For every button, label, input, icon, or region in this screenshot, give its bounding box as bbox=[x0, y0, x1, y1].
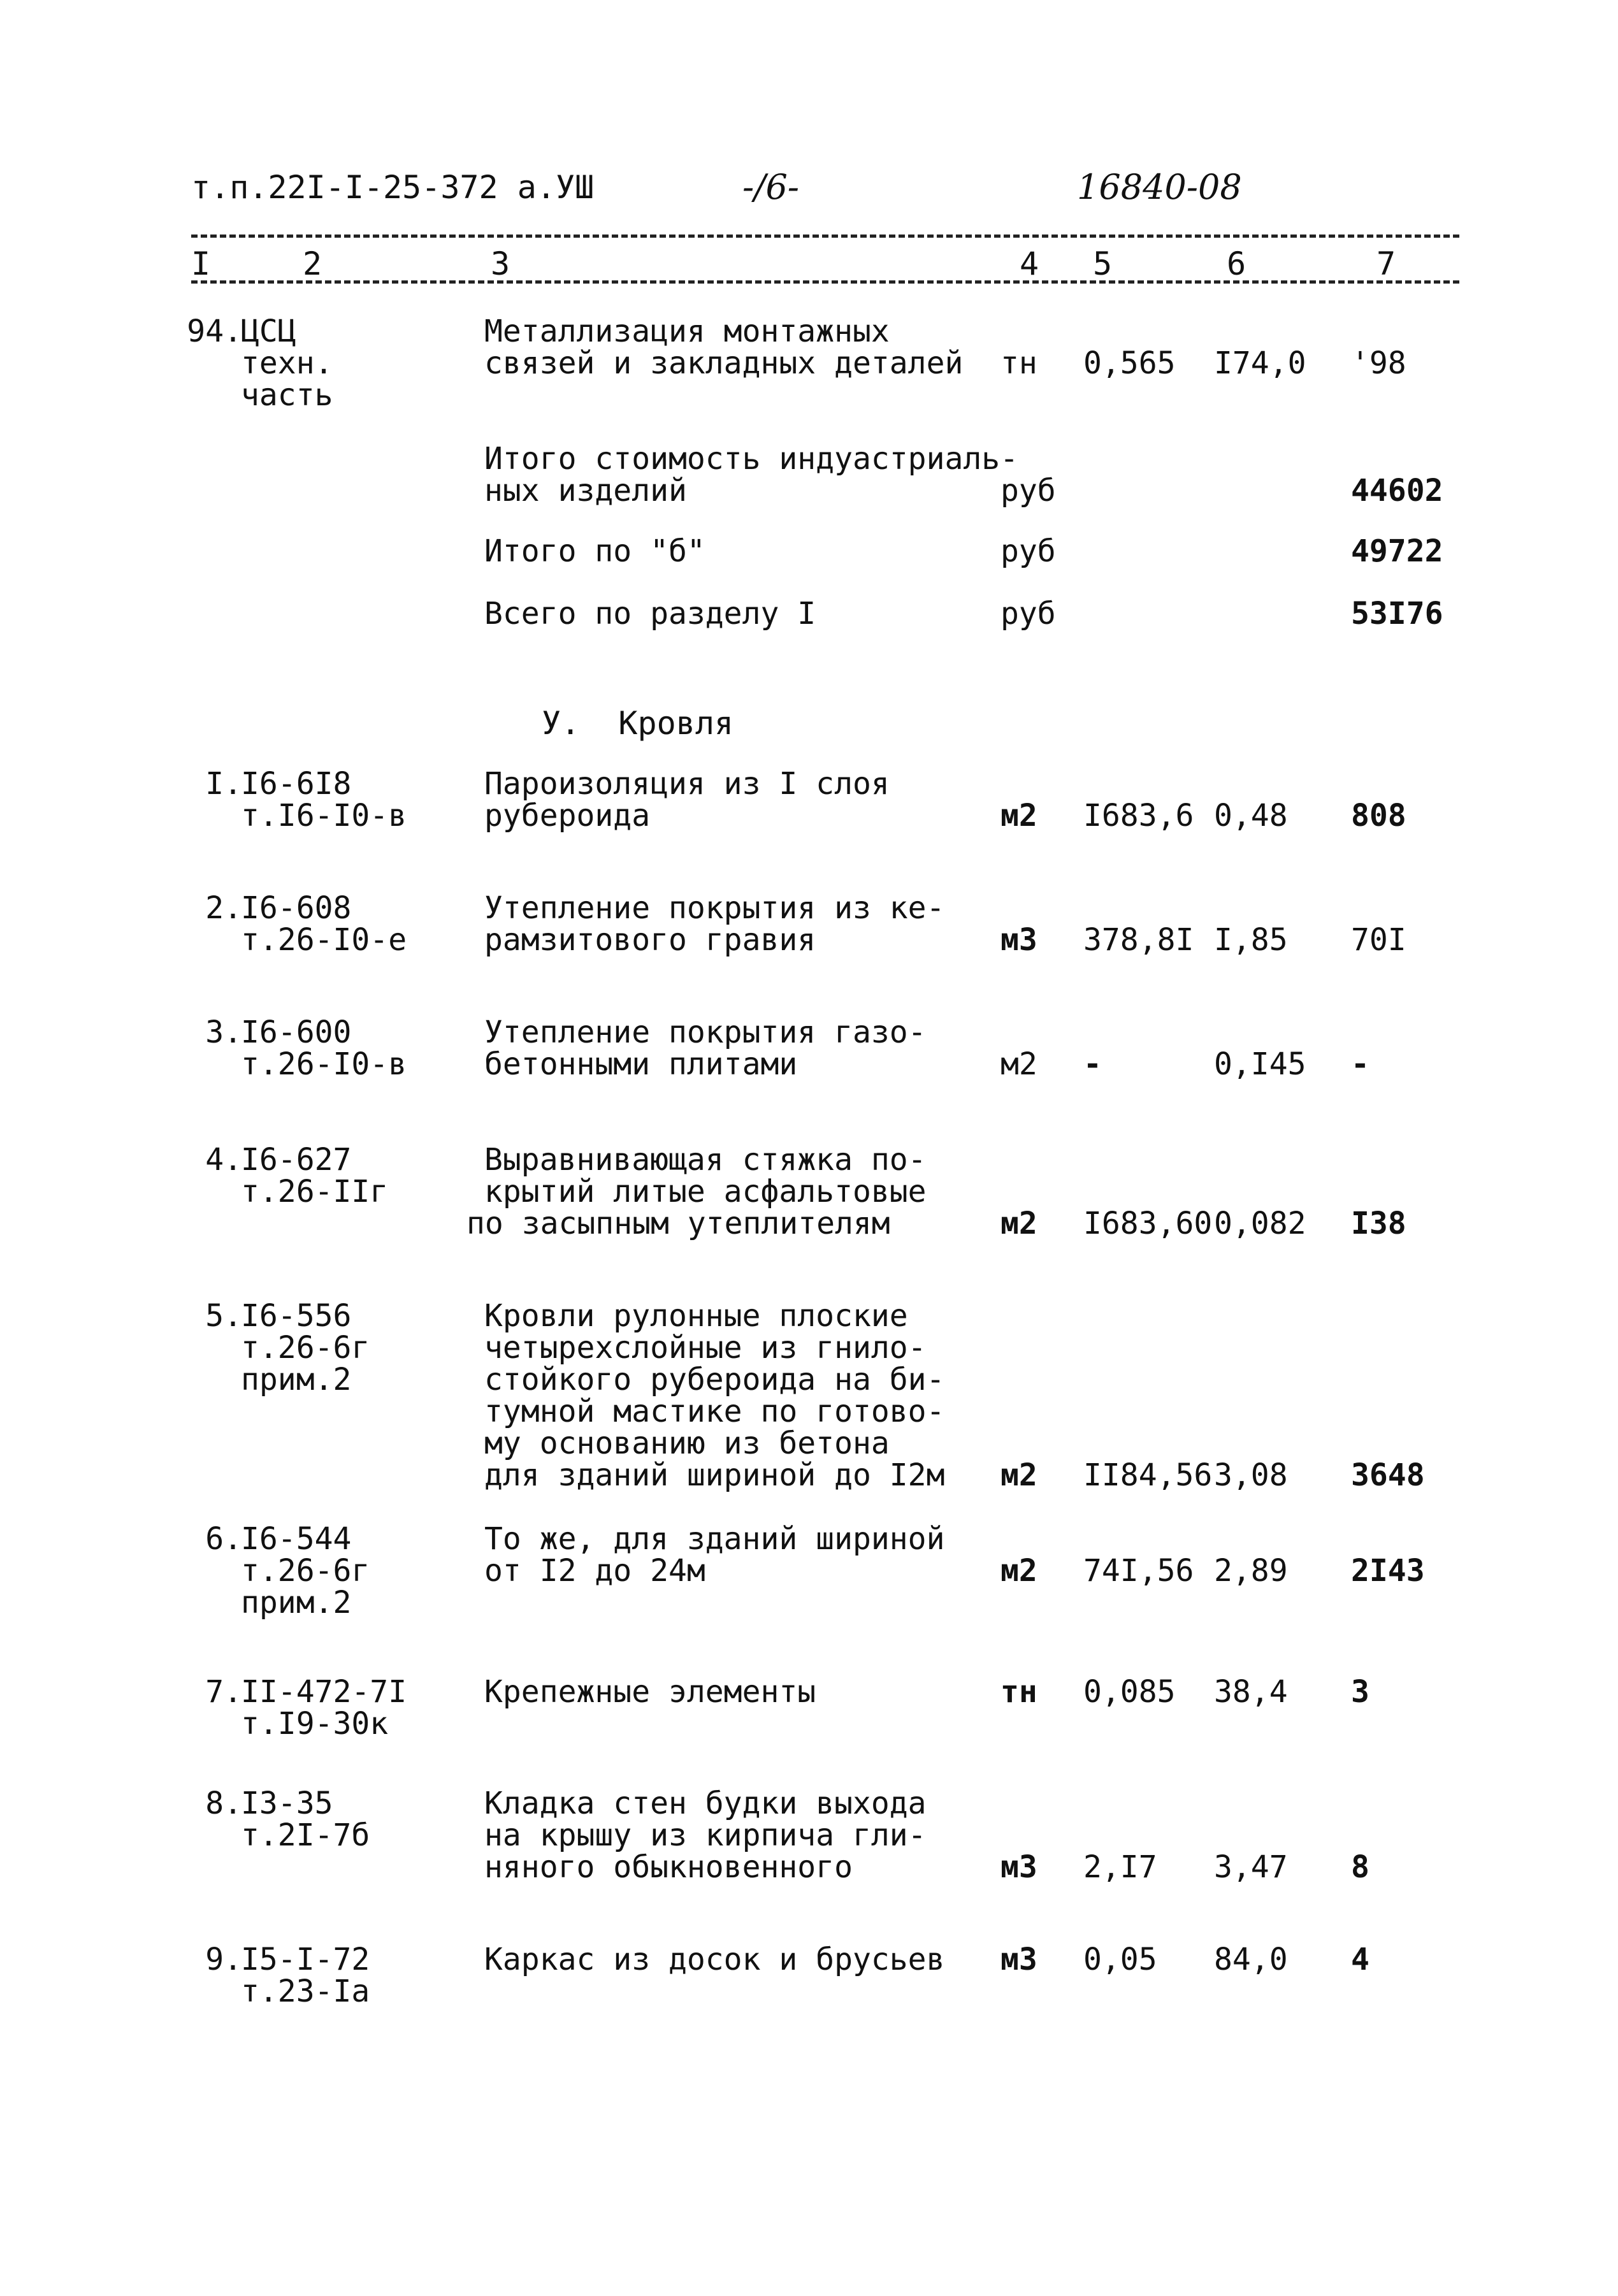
code-line: I6-608 bbox=[241, 890, 352, 926]
item-total: 808 bbox=[1351, 798, 1406, 834]
code-line: I6-627 bbox=[241, 1142, 352, 1178]
item-total: 2I43 bbox=[1351, 1553, 1425, 1589]
item-price: 0,082 bbox=[1214, 1206, 1306, 1241]
code-line: I6-6I8 bbox=[241, 766, 352, 802]
item-number: 6. bbox=[205, 1521, 242, 1557]
page-number: -/6- bbox=[742, 167, 800, 207]
item-quantity: 2,I7 bbox=[1083, 1849, 1157, 1885]
desc-line: То же, для зданий шириной bbox=[484, 1521, 945, 1557]
total-unit: руб bbox=[1000, 473, 1056, 509]
code-line: I6-556 bbox=[241, 1298, 352, 1334]
code-line: т.26-IIг bbox=[241, 1174, 389, 1209]
item-code bbox=[241, 1676, 407, 1740]
label-line: Итого стоимость индуастриаль- bbox=[484, 441, 1019, 477]
code-line: т.I6-I0-в bbox=[241, 798, 407, 834]
column-number: 3 bbox=[491, 245, 510, 282]
total-unit: руб bbox=[1000, 533, 1056, 569]
item-price: 0,48 bbox=[1214, 798, 1288, 834]
total-value: 53I76 bbox=[1351, 596, 1443, 632]
item-price: 0,I45 bbox=[1214, 1046, 1306, 1082]
item-description bbox=[484, 1944, 944, 1975]
desc-line: Пароизоляция из I слоя bbox=[484, 766, 890, 802]
column-number: 4 bbox=[1020, 245, 1039, 282]
desc-line: четырехслойные из гнило- bbox=[484, 1330, 927, 1366]
code-line: ЦСЦ bbox=[241, 314, 296, 349]
code-line: прим.2 bbox=[241, 1585, 352, 1621]
desc-line: Утепление покрытия газо- bbox=[484, 1014, 927, 1050]
item-price: 3,47 bbox=[1214, 1849, 1288, 1885]
label-line: Итого по "б" bbox=[484, 533, 705, 569]
code-line: I5-I-72 bbox=[241, 1942, 370, 1977]
desc-line: рамзитового гравия bbox=[484, 922, 816, 958]
item-number: 5. bbox=[205, 1298, 242, 1334]
item-number: 3. bbox=[205, 1014, 242, 1050]
item-unit: м2 bbox=[1000, 1457, 1037, 1493]
total-value: 49722 bbox=[1351, 533, 1443, 569]
column-number: 6 bbox=[1227, 245, 1246, 282]
desc-line: крытий литые асфальтовые bbox=[484, 1174, 927, 1209]
item-quantity: 0,085 bbox=[1083, 1674, 1176, 1710]
desc-line: Кровли рулонные плоские bbox=[484, 1298, 908, 1334]
item-number: 9. bbox=[205, 1942, 242, 1977]
item-code bbox=[241, 1144, 388, 1208]
item-unit: м2 bbox=[1000, 1553, 1037, 1589]
code-line: часть bbox=[241, 377, 333, 413]
item-code bbox=[241, 315, 333, 411]
item-price: 3,08 bbox=[1214, 1457, 1288, 1493]
desc-line: му основанию из бетона bbox=[484, 1426, 890, 1461]
code-line: т.I9-30к bbox=[241, 1706, 389, 1742]
item-unit: м3 bbox=[1000, 1942, 1037, 1977]
code-line: I3-35 bbox=[241, 1786, 333, 1821]
total-unit: руб bbox=[1000, 596, 1056, 632]
item-total: 4 bbox=[1351, 1942, 1369, 1977]
item-description bbox=[484, 768, 890, 832]
column-number: 2 bbox=[303, 245, 322, 282]
item-price: 38,4 bbox=[1214, 1674, 1288, 1710]
item-code bbox=[241, 1787, 370, 1851]
code-line: т.23-Iа bbox=[241, 1974, 370, 2009]
item-description bbox=[484, 1300, 944, 1491]
column-number: I bbox=[191, 245, 211, 282]
item-total: 70I bbox=[1351, 922, 1406, 958]
item-unit: м2 bbox=[1000, 1206, 1037, 1241]
item-unit: м3 bbox=[1000, 922, 1037, 958]
item-total: - bbox=[1351, 1046, 1369, 1082]
total-label bbox=[484, 535, 705, 567]
document-reference: т.п.22I-I-25-372 а.УШ bbox=[191, 169, 595, 206]
item-quantity: I683,6 bbox=[1083, 798, 1194, 834]
total-label bbox=[484, 443, 1018, 507]
column-divider bbox=[191, 280, 1459, 284]
item-total: 3 bbox=[1351, 1674, 1369, 1710]
desc-line: связей и закладных деталей bbox=[484, 345, 964, 381]
item-total: 8 bbox=[1351, 1849, 1369, 1885]
item-unit: тн bbox=[1000, 345, 1037, 381]
desc-line: Утепление покрытия из ке- bbox=[484, 890, 945, 926]
code-line: т.26-6г bbox=[241, 1553, 370, 1589]
desc-line: тумной мастике по готово- bbox=[484, 1394, 945, 1429]
item-quantity: I683,60 bbox=[1083, 1206, 1213, 1241]
item-quantity: 0,05 bbox=[1083, 1942, 1157, 1977]
desc-line: Кладка стен будки выхода bbox=[484, 1786, 927, 1821]
total-value: 44602 bbox=[1351, 473, 1443, 509]
item-total: 3648 bbox=[1351, 1457, 1425, 1493]
item-code bbox=[241, 768, 407, 832]
item-unit: м2 bbox=[1000, 1046, 1037, 1082]
item-code bbox=[241, 1944, 370, 2007]
desc-line: няного обыкновенного bbox=[484, 1849, 853, 1885]
item-description bbox=[484, 315, 963, 379]
item-quantity: 0,565 bbox=[1083, 345, 1176, 381]
item-number: 4. bbox=[205, 1142, 242, 1178]
label-line: ных изделий bbox=[484, 473, 687, 509]
column-number: 7 bbox=[1376, 245, 1396, 282]
desc-line: Каркас из досок и брусьев bbox=[484, 1942, 945, 1977]
item-price: I74,0 bbox=[1214, 345, 1306, 381]
desc-line: Металлизация монтажных bbox=[484, 314, 890, 349]
desc-line: для зданий шириной до I2м bbox=[484, 1457, 945, 1493]
item-number: 8. bbox=[205, 1786, 242, 1821]
code-line: техн. bbox=[241, 345, 333, 381]
item-description bbox=[484, 1676, 816, 1708]
item-unit: м2 bbox=[1000, 798, 1037, 834]
item-price: 2,89 bbox=[1214, 1553, 1288, 1589]
desc-line: рубероида bbox=[484, 798, 651, 834]
code-line: т.26-I0-е bbox=[241, 922, 407, 958]
item-description bbox=[484, 892, 944, 956]
code-line: I6-544 bbox=[241, 1521, 352, 1557]
item-total: '98 bbox=[1351, 345, 1406, 381]
item-description bbox=[484, 1016, 927, 1080]
item-price: 84,0 bbox=[1214, 1942, 1288, 1977]
code-line: т.26-I0-в bbox=[241, 1046, 407, 1082]
code-line: I6-600 bbox=[241, 1014, 352, 1050]
code-line: т.26-6г bbox=[241, 1330, 370, 1366]
item-number: 7. bbox=[205, 1674, 242, 1710]
item-description bbox=[484, 1787, 927, 1883]
section-title: У. Кровля bbox=[542, 705, 734, 742]
code-line: прим.2 bbox=[241, 1362, 352, 1397]
item-quantity: - bbox=[1083, 1046, 1102, 1082]
desc-line: по засыпным утеплителям bbox=[466, 1206, 890, 1241]
total-label bbox=[484, 598, 816, 630]
item-description bbox=[484, 1523, 944, 1587]
item-number: 94. bbox=[187, 314, 242, 349]
item-price: I,85 bbox=[1214, 922, 1288, 958]
column-number: 5 bbox=[1093, 245, 1113, 282]
desc-line: на крышу из кирпича гли- bbox=[484, 1817, 927, 1853]
code-line: т.2I-7б bbox=[241, 1817, 370, 1853]
item-number: 2. bbox=[205, 890, 242, 926]
desc-line: Крепежные элементы bbox=[484, 1674, 816, 1710]
desc-line: Выравнивающая стяжка по- bbox=[484, 1142, 927, 1178]
item-quantity: II84,56 bbox=[1083, 1457, 1213, 1493]
desc-line: от I2 до 24м bbox=[484, 1553, 705, 1589]
item-unit: м3 bbox=[1000, 1849, 1037, 1885]
item-total: I38 bbox=[1351, 1206, 1406, 1241]
item-code bbox=[241, 1016, 407, 1080]
item-code bbox=[241, 1523, 370, 1619]
item-code bbox=[241, 892, 407, 956]
item-unit: тн bbox=[1000, 1674, 1037, 1710]
item-code bbox=[241, 1300, 370, 1396]
item-quantity: 74I,56 bbox=[1083, 1553, 1194, 1589]
label-line: Всего по разделу I bbox=[484, 596, 816, 632]
desc-line: стойкого рубероида на би- bbox=[484, 1362, 945, 1397]
desc-line: бетонными плитами bbox=[484, 1046, 798, 1082]
item-description bbox=[466, 1142, 927, 1241]
item-number: I. bbox=[205, 766, 242, 802]
code-line: II-472-7I bbox=[241, 1674, 407, 1710]
item-quantity: 378,8I bbox=[1083, 922, 1194, 958]
header-divider bbox=[191, 235, 1459, 238]
handwritten-code: 16840-08 bbox=[1077, 167, 1242, 207]
